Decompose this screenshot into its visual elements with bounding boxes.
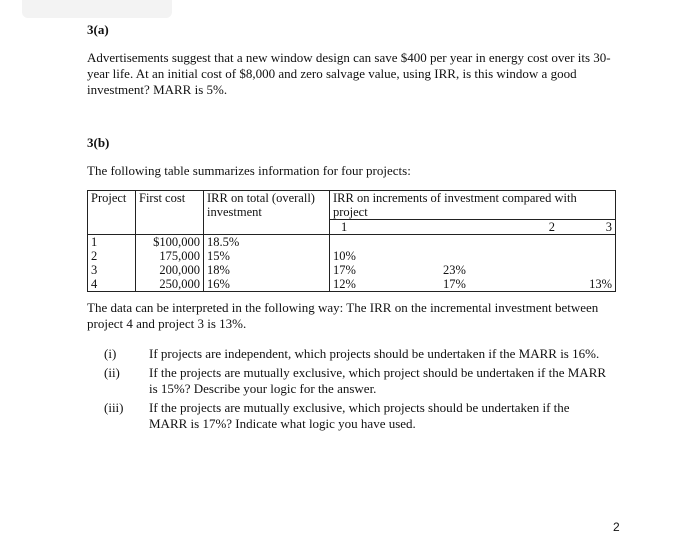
inc-row xyxy=(333,235,612,249)
sub-col-1: 1 xyxy=(341,220,348,234)
cell-irr: 18% xyxy=(207,263,230,277)
cell-irr: 18.5% xyxy=(207,235,240,249)
cell-project: 3 xyxy=(91,263,98,277)
header-irr-increments: IRR on increments of investment compared with project xyxy=(330,191,616,220)
header-project: Project xyxy=(88,191,136,235)
header-first-cost: First cost xyxy=(136,191,204,235)
question-label: (ii) xyxy=(104,365,120,380)
question-text: If the projects are mutually exclusive, which project should be undertaken if the MARR is 15%? Describe your logic for the answer. xyxy=(149,365,607,396)
header-sub-cell xyxy=(330,220,616,235)
top-toolbar-strip xyxy=(22,0,172,18)
col-irr-total xyxy=(204,235,330,292)
cell-cost: 250,000 xyxy=(159,277,200,291)
question-item xyxy=(100,365,610,397)
question-text: If the projects are mutually exclusive, which projects should be undertaken if the MARR is 17%? Indicate what logic you have used. xyxy=(149,400,570,431)
question-list xyxy=(100,346,610,435)
sub-col-3: 3 xyxy=(605,220,612,234)
question-label: (i) xyxy=(104,346,117,361)
cell-project: 2 xyxy=(91,249,98,263)
cell-project: 1 xyxy=(91,235,98,249)
table-body xyxy=(88,235,616,292)
question-item xyxy=(100,346,610,362)
question-text: If projects are independent, which projects should be undertaken if the MARR is 16%. xyxy=(149,346,600,361)
cell-project: 4 xyxy=(91,277,98,291)
inc-row: 12% 17% 13% xyxy=(333,277,612,291)
table-header-row xyxy=(88,191,616,220)
col-costs xyxy=(136,235,204,292)
cell-cost: 175,000 xyxy=(159,249,200,263)
col-irr-increments xyxy=(330,235,616,292)
cell-irr: 16% xyxy=(207,277,230,291)
part-b-intro: The following table summarizes information for four projects: xyxy=(87,163,411,178)
cell-cost: $100,000 xyxy=(153,235,200,249)
projects-table xyxy=(87,190,616,292)
part-b-heading: 3(b) xyxy=(87,135,110,150)
page-number: 2 xyxy=(613,520,620,534)
inc-row: 17% 23% xyxy=(333,263,466,277)
header-irr-total: IRR on total (overall) investment xyxy=(204,191,330,235)
question-item xyxy=(100,400,610,432)
inc-row: 10% xyxy=(333,249,356,263)
cell-cost: 200,000 xyxy=(159,263,200,277)
part-a-text: Advertisements suggest that a new window design can save $400 per year in energy cost over its 30-year life. At an initial cost of $8,000 and zero salvage value, using IRR, is this window a good investment? MARR is 5%. xyxy=(87,50,611,97)
interpretation-text: The data can be interpreted in the following way: The IRR on the incremental investment between project 4 and project 3 is 13%. xyxy=(87,300,599,331)
sub-col-2: 2 xyxy=(548,220,555,234)
col-projects xyxy=(88,235,136,292)
part-a-heading: 3(a) xyxy=(87,22,109,37)
question-label: (iii) xyxy=(104,400,124,415)
cell-irr: 15% xyxy=(207,249,230,263)
